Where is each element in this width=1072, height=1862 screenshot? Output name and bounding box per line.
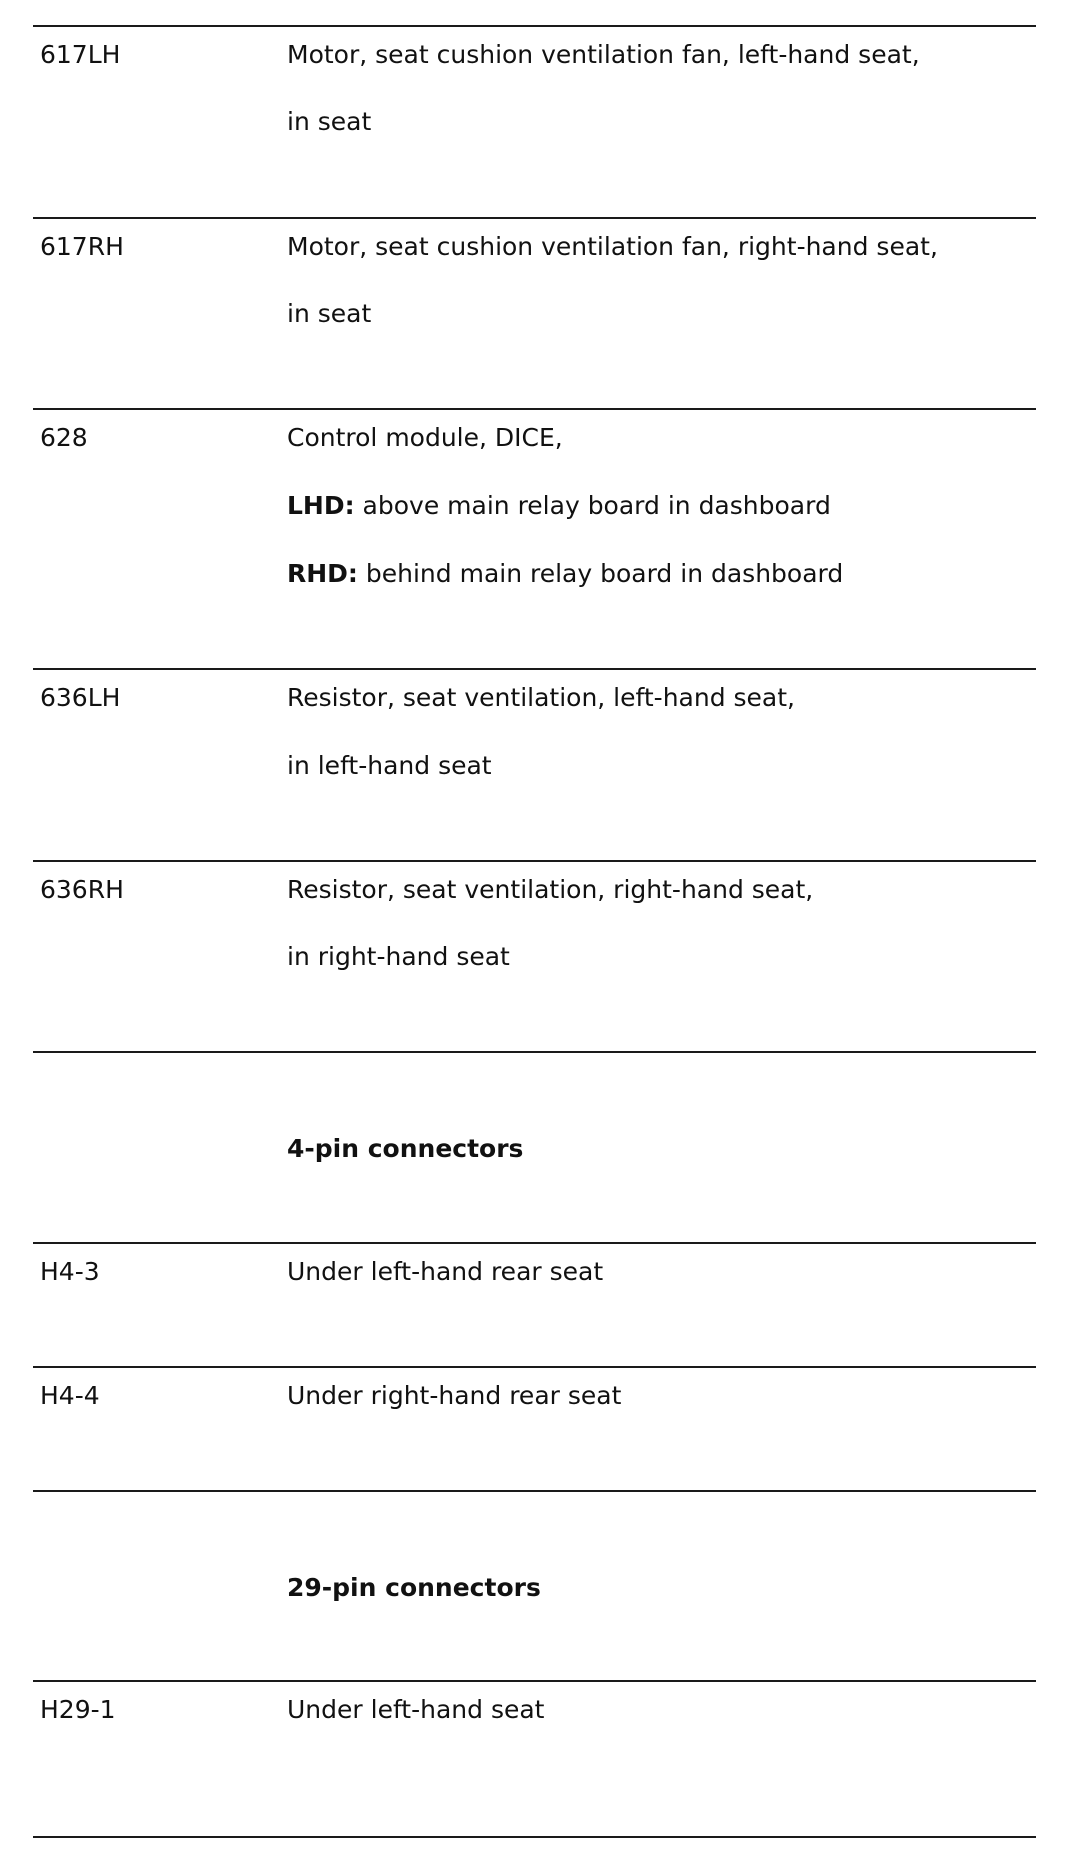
connector-location: Under right-hand rear seat bbox=[287, 1381, 622, 1410]
component-description: Control module, DICE, bbox=[287, 423, 563, 452]
row-divider bbox=[33, 1366, 1036, 1368]
component-location: in left-hand seat bbox=[287, 751, 492, 780]
lhd-location-text: above main relay board in dashboard bbox=[354, 491, 831, 520]
row-divider bbox=[33, 1242, 1036, 1244]
section-heading: 29-pin connectors bbox=[287, 1573, 541, 1602]
component-location: in seat bbox=[287, 299, 372, 328]
connector-location: Under left-hand seat bbox=[287, 1695, 545, 1724]
row-divider bbox=[33, 1490, 1036, 1492]
lhd-label: LHD: bbox=[287, 491, 355, 520]
rhd-location-text: behind main relay board in dashboard bbox=[357, 559, 844, 588]
row-divider bbox=[33, 1836, 1036, 1838]
connector-location: Under left-hand rear seat bbox=[287, 1257, 604, 1286]
row-divider bbox=[33, 668, 1036, 670]
component-location: in right-hand seat bbox=[287, 942, 510, 971]
component-code: 617RH bbox=[40, 232, 124, 261]
section-heading: 4-pin connectors bbox=[287, 1134, 524, 1163]
component-location: in seat bbox=[287, 107, 372, 136]
lhd-location bbox=[287, 491, 831, 521]
row-divider bbox=[33, 860, 1036, 862]
component-code: 617LH bbox=[40, 40, 121, 69]
component-description: Resistor, seat ventilation, right-hand seat, bbox=[287, 875, 814, 904]
component-code: 636RH bbox=[40, 875, 124, 904]
connector-code: H29-1 bbox=[40, 1695, 116, 1724]
component-description: Resistor, seat ventilation, left-hand seat, bbox=[287, 683, 795, 712]
component-code: 636LH bbox=[40, 683, 121, 712]
component-code: 628 bbox=[40, 423, 88, 452]
row-divider bbox=[33, 1680, 1036, 1682]
component-description: Motor, seat cushion ventilation fan, right-hand seat, bbox=[287, 232, 938, 261]
row-divider bbox=[33, 1051, 1036, 1053]
row-divider bbox=[33, 217, 1036, 219]
row-divider bbox=[33, 408, 1036, 410]
connector-code: H4-3 bbox=[40, 1257, 100, 1286]
connector-code: H4-4 bbox=[40, 1381, 100, 1410]
component-description: Motor, seat cushion ventilation fan, left-hand seat, bbox=[287, 40, 920, 69]
row-divider bbox=[33, 25, 1036, 27]
rhd-label: RHD: bbox=[287, 559, 358, 588]
rhd-location bbox=[287, 559, 843, 589]
